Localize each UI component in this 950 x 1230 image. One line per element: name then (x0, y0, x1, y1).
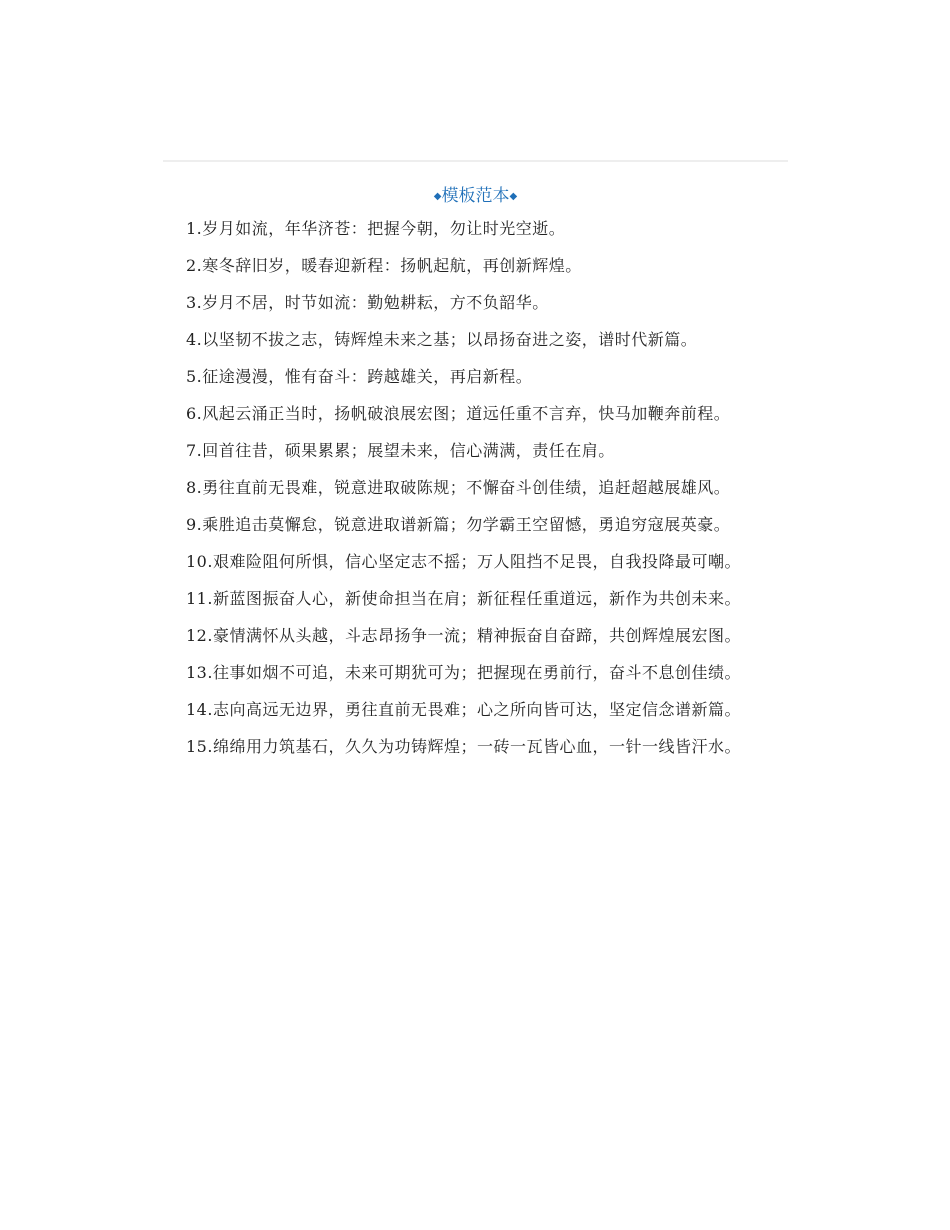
list-item: 9.乘胜追击莫懈怠，锐意进取谱新篇；勿学霸王空留憾，勇追穷寇展英豪。 (186, 515, 731, 534)
header-divider (163, 160, 788, 162)
list-item: 14.志向高远无边界，勇往直前无畏难；心之所向皆可达，坚定信念谱新篇。 (186, 700, 741, 719)
list-item: 15.绵绵用力筑基石，久久为功铸辉煌；一砖一瓦皆心血，一针一线皆汗水。 (186, 737, 741, 756)
list-item: 13.往事如烟不可追，未来可期犹可为；把握现在勇前行，奋斗不息创佳绩。 (186, 663, 741, 682)
list-item: 3.岁月不居，时节如流：勤勉耕耘，方不负韶华。 (186, 293, 549, 312)
slogan-list (186, 210, 766, 765)
list-item: 4.以坚韧不拔之志，铸辉煌未来之基；以昂扬奋进之姿，谱时代新篇。 (186, 330, 698, 349)
list-item: 6.风起云涌正当时，扬帆破浪展宏图；道远任重不言弃，快马加鞭奔前程。 (186, 404, 731, 423)
list-item: 2.寒冬辞旧岁，暖春迎新程：扬帆起航，再创新辉煌。 (186, 256, 582, 275)
list-item: 12.豪情满怀从头越，斗志昂扬争一流；精神振奋自奋蹄，共创辉煌展宏图。 (186, 626, 741, 645)
list-item: 11.新蓝图振奋人心，新使命担当在肩；新征程任重道远，新作为共创未来。 (186, 589, 741, 608)
list-item: 7.回首往昔，硕果累累；展望未来，信心满满，责任在肩。 (186, 441, 615, 460)
list-item: 5.征途漫漫，惟有奋斗：跨越雄关，再启新程。 (186, 367, 533, 386)
list-item: 1.岁月如流，年华济苍：把握今朝，勿让时光空逝。 (186, 219, 566, 238)
list-item: 10.艰难险阻何所惧，信心坚定志不摇；万人阻挡不足畏，自我投降最可嘲。 (186, 552, 741, 571)
section-heading (163, 184, 788, 209)
section-heading-text: 模板范本 (441, 186, 510, 206)
diamond-right-icon: ◆ (509, 191, 518, 202)
list-item: 8.勇往直前无畏难，锐意进取破陈规；不懈奋斗创佳绩，追赶超越展雄风。 (186, 478, 731, 497)
diamond-left-icon: ◆ (433, 191, 442, 202)
